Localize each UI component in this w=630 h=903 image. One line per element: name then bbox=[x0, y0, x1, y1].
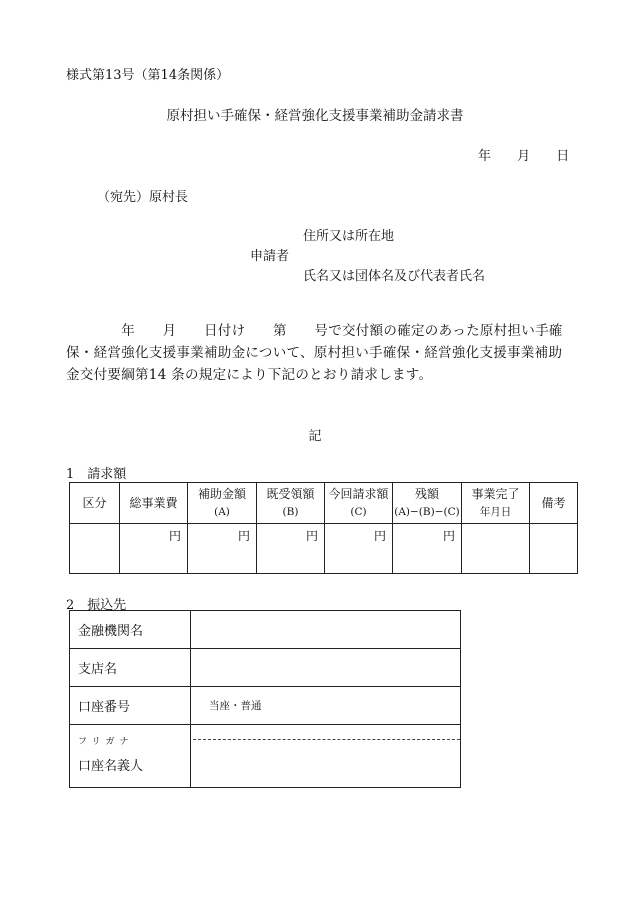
holder-field[interactable] bbox=[191, 725, 461, 788]
institution-label: 金融機関名 bbox=[70, 611, 191, 649]
institution-field[interactable] bbox=[191, 611, 461, 649]
account-type-text: 当座・普通 bbox=[209, 700, 262, 712]
addressee: （宛先）原村長 bbox=[97, 190, 189, 205]
header-category: 区分 bbox=[70, 483, 120, 524]
section2-heading: 2 振込先 bbox=[66, 598, 127, 613]
document-title: 原村担い手確保・経営強化支援事業補助金請求書 bbox=[166, 108, 464, 124]
header-current-claim: 今回請求額 (C) bbox=[325, 483, 393, 524]
header-remarks: 備考 bbox=[530, 483, 578, 524]
date-line: 年 月 日 bbox=[478, 149, 570, 164]
branch-field[interactable] bbox=[191, 649, 461, 687]
request-body-text: 年 月 日付け 第 号で交付額の確定のあった原村担い手確保・経営強化支援事業補助金について、原村担い手確保・経営強化支援事業補助金交付要綱第14 条の規定により下記のとおり請求します。 bbox=[66, 323, 563, 383]
header-total-cost: 総事業費 bbox=[120, 483, 188, 524]
value-category[interactable] bbox=[70, 524, 120, 574]
value-remaining[interactable]: 円 bbox=[393, 524, 462, 574]
bank-row-account-number bbox=[70, 687, 461, 725]
applicant-name-label: 氏名又は団体名及び代表者氏名 bbox=[303, 269, 486, 284]
value-subsidy-amount[interactable]: 円 bbox=[188, 524, 257, 574]
applicant-label: 申請者 bbox=[250, 249, 290, 264]
header-subsidy-amount: 補助金額 (A) bbox=[188, 483, 257, 524]
value-total-cost[interactable]: 円 bbox=[120, 524, 188, 574]
bank-row-branch bbox=[70, 649, 461, 687]
account-number-label: 口座番号 bbox=[70, 687, 191, 725]
applicant-address-label: 住所又は所在地 bbox=[303, 229, 395, 244]
claim-value-row bbox=[70, 524, 578, 574]
value-received-amount[interactable]: 円 bbox=[257, 524, 325, 574]
bank-transfer-table bbox=[69, 610, 461, 788]
record-mark: 記 bbox=[308, 429, 322, 444]
value-remarks[interactable] bbox=[530, 524, 578, 574]
header-remaining: 残額 (A)−(B)−(C) bbox=[393, 483, 462, 524]
furigana-label: フリガナ bbox=[78, 737, 134, 747]
bank-row-institution bbox=[70, 611, 461, 649]
form-number: 様式第13号（第14条関係） bbox=[66, 68, 230, 83]
bank-row-holder bbox=[70, 725, 461, 788]
value-completion-date[interactable] bbox=[462, 524, 530, 574]
claim-header-row bbox=[70, 483, 578, 524]
holder-label: 口座名義人 bbox=[78, 759, 144, 774]
claim-amount-table bbox=[69, 482, 578, 574]
section1-heading: 1 請求額 bbox=[66, 467, 127, 482]
branch-label: 支店名 bbox=[70, 649, 191, 687]
header-received-amount: 既受領額 (B) bbox=[257, 483, 325, 524]
header-completion-date: 事業完了 年月日 bbox=[462, 483, 530, 524]
furigana-divider bbox=[193, 739, 460, 740]
value-current-claim[interactable]: 円 bbox=[325, 524, 393, 574]
account-number-field[interactable] bbox=[191, 687, 461, 725]
holder-label-cell bbox=[70, 725, 191, 788]
